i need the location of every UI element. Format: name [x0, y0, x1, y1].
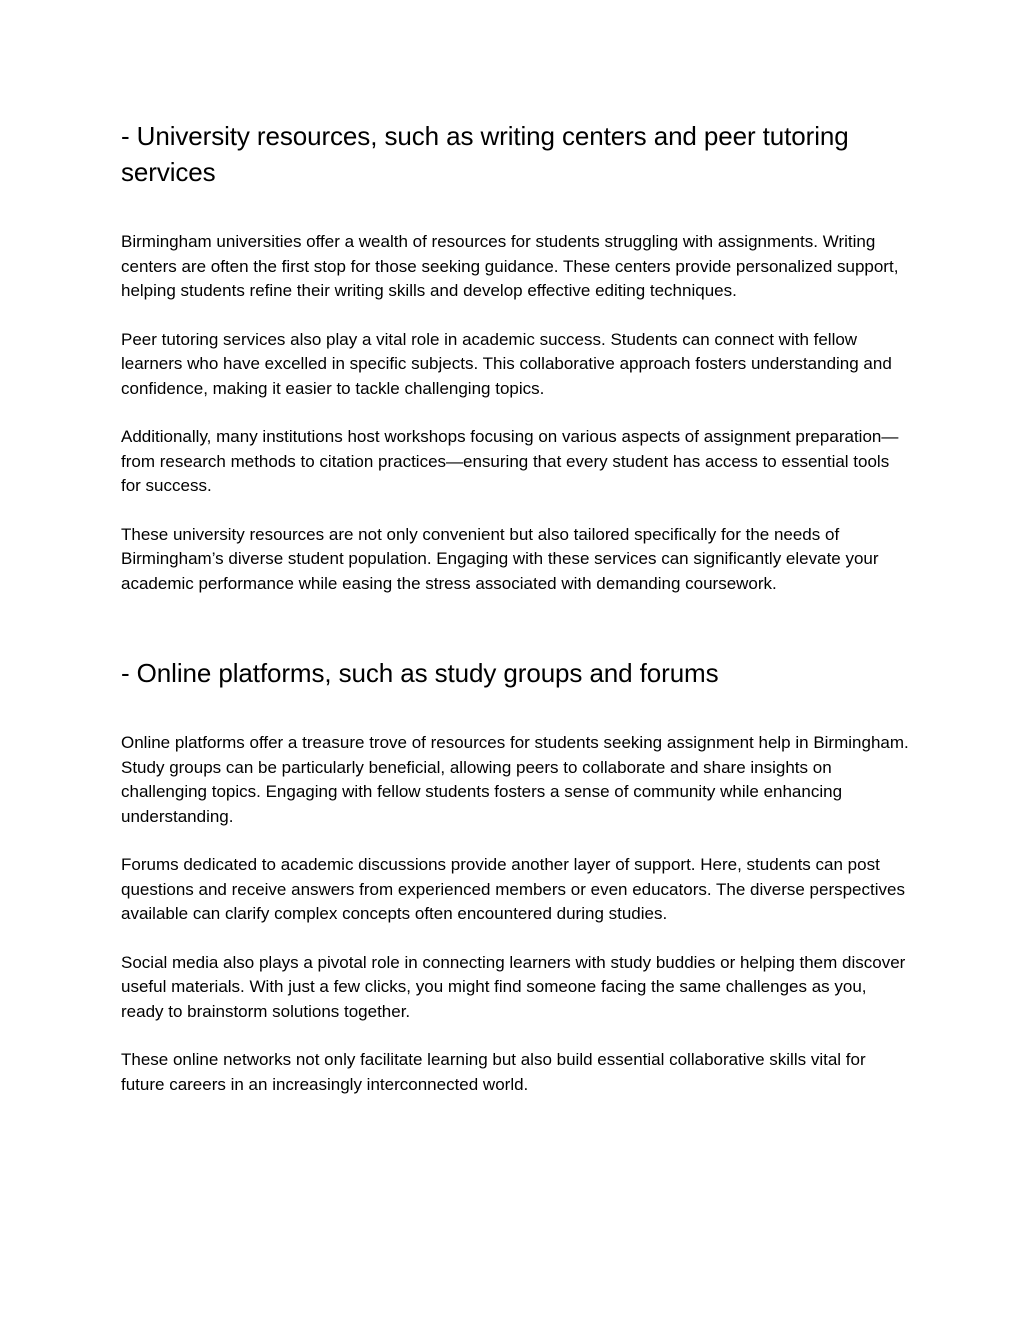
document-content [121, 118, 911, 1097]
paragraph: Forums dedicated to academic discussions provide another layer of support. Here, students can post questions and receive answers from experienced members or even educators. The diverse perspectives available can clarify complex concepts often encountered during studies. [121, 855, 905, 923]
paragraph: Online platforms offer a treasure trove of resources for students seeking assignment help in Birmingham. Study groups can be particularly beneficial, allowing peers to collaborate and share insights on challenging topics. Engaging with fellow students fosters a sense of community while enhancing understanding. [121, 733, 909, 826]
paragraph: These university resources are not only convenient but also tailored specifically for the needs of Birmingham’s diverse student population. Engaging with these services can significantly elevate your academic performance while easing the stress associated with demanding coursework. [121, 524, 879, 593]
paragraph: Additionally, many institutions host workshops focusing on various aspects of assignment preparation—from research methods to citation practices—ensuring that every student has access to essential tools for success. [121, 427, 899, 495]
section-online-platforms [121, 655, 911, 1097]
section-heading: - University resources, such as writing centers and peer tutoring services [121, 121, 849, 187]
section-university-resources [121, 118, 911, 596]
section-heading: - Online platforms, such as study groups and forums [121, 658, 719, 688]
paragraph: Peer tutoring services also play a vital role in academic success. Students can connect with fellow learners who have excelled in specific subjects. This collaborative approach fosters understanding and confidence, making it easier to tackle challenging topics. [121, 329, 892, 398]
paragraph: Birmingham universities offer a wealth of resources for students struggling with assignments. Writing centers are often the first stop for those seeking guidance. These centers provide personalized support, helping students refine their writing skills and develop effective editing techniques. [121, 232, 899, 300]
paragraph: Social media also plays a pivotal role in connecting learners with study buddies or helping them discover useful materials. With just a few clicks, you might find someone facing the same challenges as you, ready to brainstorm solutions together. [121, 952, 906, 1021]
paragraph: These online networks not only facilitate learning but also build essential collaborative skills vital for future careers in an increasingly interconnected world. [121, 1050, 866, 1094]
